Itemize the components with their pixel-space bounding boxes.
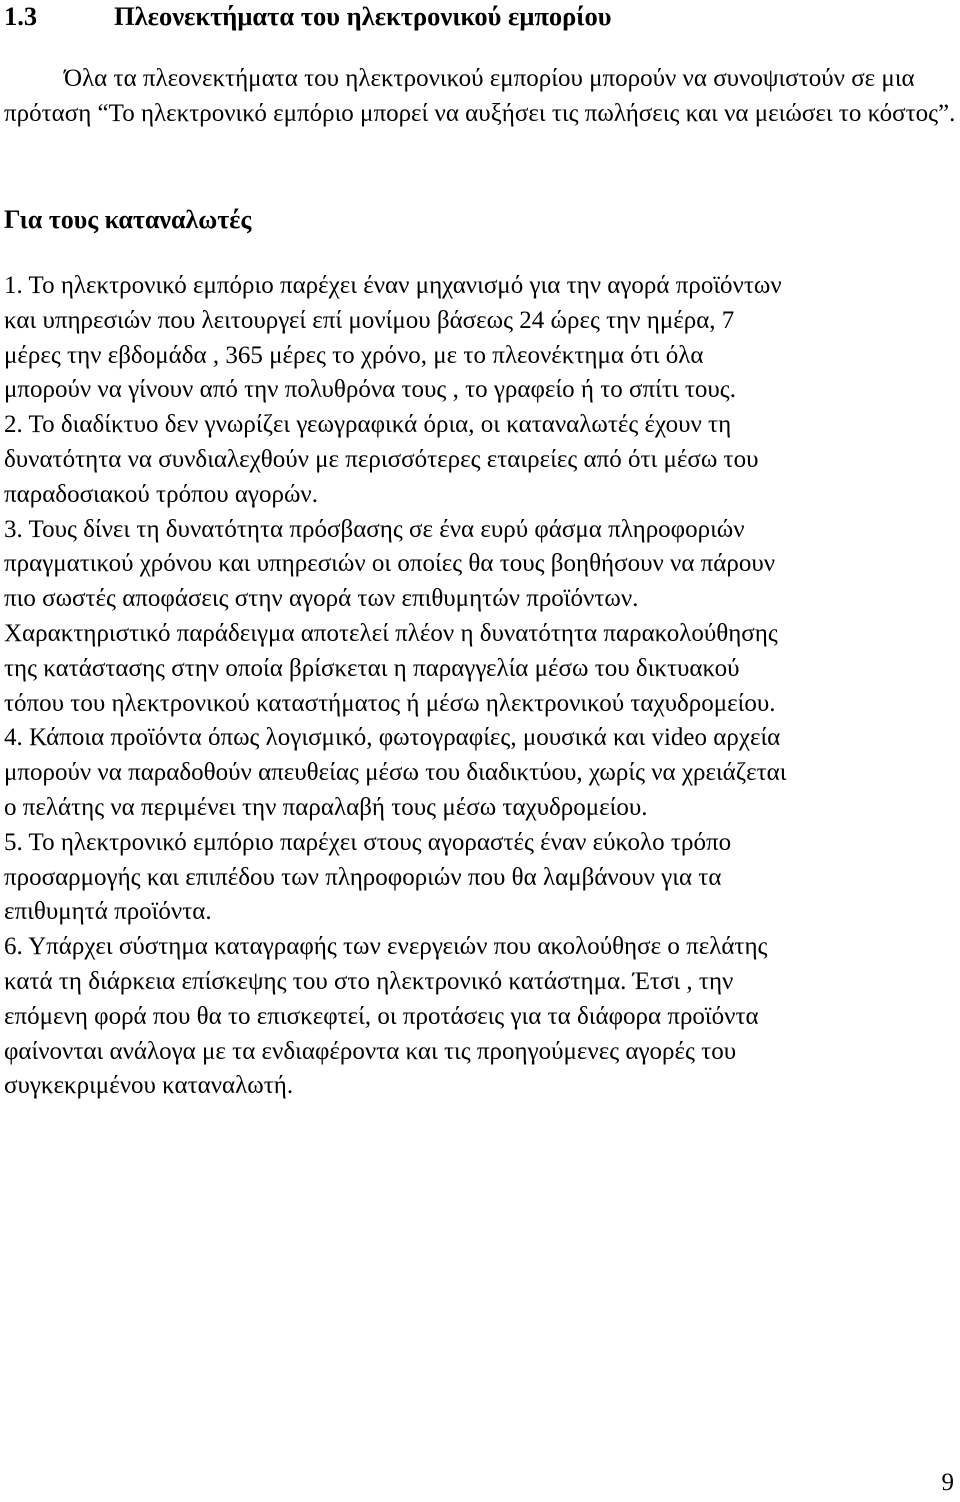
text-line: της κατάστασης στην οποία βρίσκεται η παραγγελία μέσω του δικτυακού	[4, 654, 740, 682]
section-number: 1.3	[4, 1, 38, 31]
page-number: 9	[941, 1469, 954, 1496]
text-line: 4. Κάποια προϊόντα όπως λογισμικό, φωτογραφίες, μουσικά και video αρχεία	[4, 724, 781, 752]
text-line: μπορούν να γίνουν από την πολυθρόνα τους , το γραφείο ή το σπίτι τους.	[4, 376, 736, 404]
text-line: Χαρακτηριστικό παράδειγμα αποτελεί πλέον η δυνατότητα παρακολούθησης	[4, 619, 778, 647]
text-line: 6. Υπάρχει σύστημα καταγραφής των ενεργειών που ακολούθησε ο πελάτης	[4, 933, 768, 961]
text-line: προσαρμογής και επιπέδου των πληροφοριών που θα λαμβάνουν για τα	[4, 863, 722, 891]
consumer-benefits-list	[4, 269, 959, 1104]
text-line: τόπου του ηλεκτρονικού καταστήματος ή μέσω ηλεκτρονικού ταχυδρομείου.	[4, 689, 776, 717]
text-line: μέρες την εβδομάδα , 365 μέρες το χρόνο, με το πλεονέκτημα ότι όλα	[4, 341, 704, 369]
text-line: πραγματικού χρόνου και υπηρεσιών οι οποίες θα τους βοηθήσουν να πάρουν	[4, 550, 776, 578]
intro-paragraph: Όλα τα πλεονεκτήματα του ηλεκτρονικού εμπορίου μπορούν να συνοψιστούν σε μια πρόταση “Το ηλεκτρονικό εμπόριο μπορεί να αυξήσει τις πωλήσεις και να μειώσει το κόστος”.	[4, 65, 956, 127]
text-line: φαίνονται ανάλογα με τα ενδιαφέροντα και τις προηγούμενες αγορές του	[4, 1037, 737, 1065]
text-line: πιο σωστές αποφάσεις στην αγορά των επιθυμητών προϊόντων.	[4, 585, 639, 613]
text-line: 1. Το ηλεκτρονικό εμπόριο παρέχει έναν μηχανισμό για την αγορά προϊόντων	[4, 272, 782, 299]
text-line: επιθυμητά προϊόντα.	[4, 898, 212, 926]
consumers-subheading: Για τους καταναλωτές	[4, 205, 252, 234]
section-heading	[4, 0, 612, 32]
text-line: κατά τη διάρκεια επίσκεψης του στο ηλεκτρονικό κατάστημα. Έτσι , την	[4, 967, 734, 995]
text-line: δυνατότητα να συνδιαλεχθούν με περισσότερες εταιρείες από ότι μέσω του	[4, 445, 759, 473]
text-line: 5. Το ηλεκτρονικό εμπόριο παρέχει στους αγοραστές έναν εύκολο τρόπο	[4, 828, 732, 856]
text-line: επόμενη φορά που θα το επισκεφτεί, οι προτάσεις για τα διάφορα προϊόντα	[4, 1002, 759, 1030]
text-line: παραδοσιακού τρόπου αγορών.	[4, 480, 318, 508]
text-line: και υπηρεσιών που λειτουργεί επί μονίμου βάσεως 24 ώρες την ημέρα, 7	[4, 306, 735, 334]
text-line: 3. Τους δίνει τη δυνατότητα πρόσβασης σε ένα ευρύ φάσμα πληροφοριών	[4, 515, 745, 543]
section-title: Πλεονεκτήματα του ηλεκτρονικού εμπορίου	[114, 1, 612, 31]
text-line: συγκεκριμένου καταναλωτή.	[4, 1072, 294, 1100]
text-line: μπορούν να παραδοθούν απευθείας μέσω του διαδικτύου, χωρίς να χρειάζεται	[4, 759, 787, 787]
text-line: ο πελάτης να περιμένει την παραλαβή τους μέσω ταχυδρομείου.	[4, 793, 648, 821]
text-line: 2. Το διαδίκτυο δεν γνωρίζει γεωγραφικά όρια, οι καταναλωτές έχουν τη	[4, 411, 732, 439]
